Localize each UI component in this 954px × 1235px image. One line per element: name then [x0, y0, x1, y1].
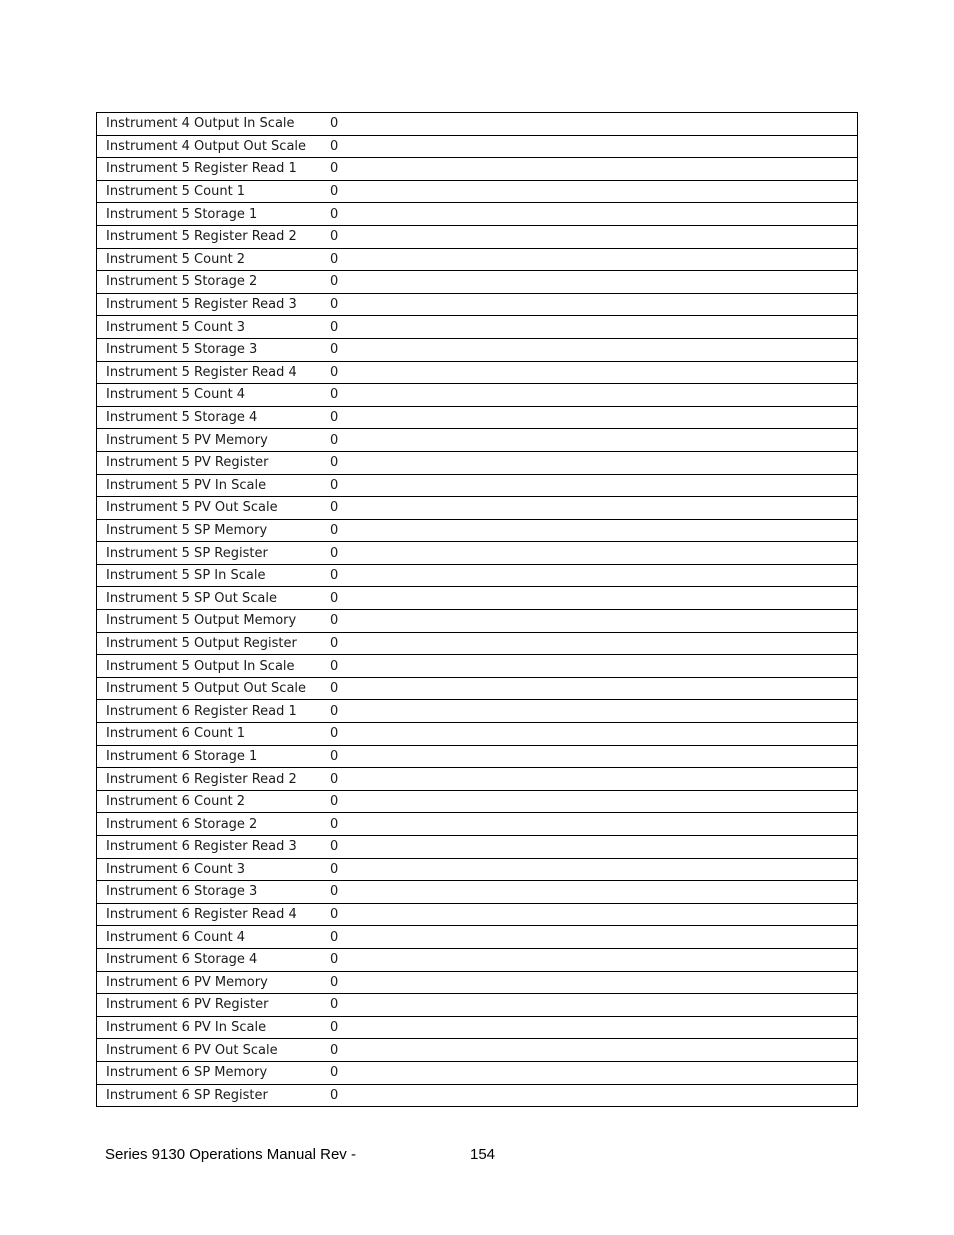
table-row [97, 316, 858, 339]
parameter-value-cell: 0 [330, 113, 858, 136]
table-row [97, 497, 858, 520]
table-row [97, 768, 858, 791]
parameter-name-cell: Instrument 6 Storage 4 [97, 948, 331, 971]
parameter-name-cell: Instrument 6 Register Read 4 [97, 903, 331, 926]
parameter-name-cell: Instrument 5 Storage 2 [97, 271, 331, 294]
parameter-value-cell: 0 [330, 384, 858, 407]
table-row [97, 745, 858, 768]
table-row [97, 519, 858, 542]
table-row [97, 1039, 858, 1062]
parameter-name-cell: Instrument 5 SP Memory [97, 519, 331, 542]
parameter-value-cell: 0 [330, 745, 858, 768]
parameter-name-cell: Instrument 5 Output Out Scale [97, 677, 331, 700]
table-row [97, 994, 858, 1017]
parameter-name-cell: Instrument 6 PV Out Scale [97, 1039, 331, 1062]
parameter-value-cell: 0 [330, 158, 858, 181]
parameter-name-cell: Instrument 5 Storage 1 [97, 203, 331, 226]
table-row [97, 248, 858, 271]
parameter-table [96, 112, 858, 1107]
parameter-value-cell: 0 [330, 271, 858, 294]
parameter-name-cell: Instrument 6 PV Memory [97, 971, 331, 994]
parameter-value-cell: 0 [330, 723, 858, 746]
table-row [97, 225, 858, 248]
table-row [97, 1061, 858, 1084]
parameter-name-cell: Instrument 6 Storage 3 [97, 881, 331, 904]
table-row [97, 790, 858, 813]
table-row [97, 1016, 858, 1039]
parameter-name-cell: Instrument 6 Storage 1 [97, 745, 331, 768]
parameter-value-cell: 0 [330, 542, 858, 565]
parameter-value-cell: 0 [330, 1084, 858, 1107]
parameter-name-cell: Instrument 5 Count 2 [97, 248, 331, 271]
parameter-value-cell: 0 [330, 1039, 858, 1062]
parameter-name-cell: Instrument 5 Register Read 1 [97, 158, 331, 181]
parameter-value-cell: 0 [330, 926, 858, 949]
table-row [97, 858, 858, 881]
parameter-name-cell: Instrument 5 PV Register [97, 451, 331, 474]
parameter-value-cell: 0 [330, 429, 858, 452]
table-row [97, 203, 858, 226]
table-row [97, 158, 858, 181]
parameter-value-cell: 0 [330, 248, 858, 271]
parameter-name-cell: Instrument 5 PV Memory [97, 429, 331, 452]
parameter-value-cell: 0 [330, 903, 858, 926]
parameter-value-cell: 0 [330, 610, 858, 633]
parameter-name-cell: Instrument 6 PV Register [97, 994, 331, 1017]
parameter-value-cell: 0 [330, 858, 858, 881]
parameter-value-cell: 0 [330, 316, 858, 339]
parameter-name-cell: Instrument 5 Output Memory [97, 610, 331, 633]
parameter-name-cell: Instrument 5 Storage 4 [97, 406, 331, 429]
table-row [97, 406, 858, 429]
parameter-value-cell: 0 [330, 813, 858, 836]
parameter-name-cell: Instrument 5 Storage 3 [97, 338, 331, 361]
parameter-value-cell: 0 [330, 361, 858, 384]
page-number: 154 [470, 1146, 496, 1163]
parameter-value-cell: 0 [330, 203, 858, 226]
parameter-value-cell: 0 [330, 881, 858, 904]
parameter-value-cell: 0 [330, 971, 858, 994]
table-row [97, 903, 858, 926]
parameter-name-cell: Instrument 5 Count 1 [97, 180, 331, 203]
parameter-name-cell: Instrument 5 PV In Scale [97, 474, 331, 497]
table-row [97, 813, 858, 836]
table-row [97, 542, 858, 565]
table-row [97, 881, 858, 904]
parameter-table-body [97, 113, 858, 1107]
table-row [97, 587, 858, 610]
parameter-value-cell: 0 [330, 587, 858, 610]
parameter-name-cell: Instrument 6 Count 4 [97, 926, 331, 949]
table-row [97, 655, 858, 678]
parameter-value-cell: 0 [330, 338, 858, 361]
table-row [97, 429, 858, 452]
parameter-value-cell: 0 [330, 406, 858, 429]
parameter-value-cell: 0 [330, 293, 858, 316]
parameter-name-cell: Instrument 5 SP Register [97, 542, 331, 565]
table-row [97, 677, 858, 700]
parameter-value-cell: 0 [330, 836, 858, 859]
parameter-value-cell: 0 [330, 655, 858, 678]
parameter-value-cell: 0 [330, 180, 858, 203]
parameter-value-cell: 0 [330, 564, 858, 587]
parameter-value-cell: 0 [330, 519, 858, 542]
table-row [97, 451, 858, 474]
table-row [97, 632, 858, 655]
parameter-name-cell: Instrument 6 SP Register [97, 1084, 331, 1107]
table-row [97, 361, 858, 384]
parameter-value-cell: 0 [330, 451, 858, 474]
parameter-value-cell: 0 [330, 225, 858, 248]
table-row [97, 836, 858, 859]
table-row [97, 948, 858, 971]
parameter-value-cell: 0 [330, 948, 858, 971]
parameter-name-cell: Instrument 6 Count 2 [97, 790, 331, 813]
parameter-name-cell: Instrument 5 Count 4 [97, 384, 331, 407]
parameter-name-cell: Instrument 6 PV In Scale [97, 1016, 331, 1039]
parameter-name-cell: Instrument 6 SP Memory [97, 1061, 331, 1084]
parameter-value-cell: 0 [330, 677, 858, 700]
table-row [97, 474, 858, 497]
parameter-name-cell: Instrument 6 Storage 2 [97, 813, 331, 836]
parameter-value-cell: 0 [330, 135, 858, 158]
table-row [97, 113, 858, 136]
parameter-value-cell: 0 [330, 1061, 858, 1084]
table-row [97, 180, 858, 203]
table-row [97, 338, 858, 361]
table-row [97, 1084, 858, 1107]
table-row [97, 271, 858, 294]
parameter-name-cell: Instrument 6 Register Read 3 [97, 836, 331, 859]
parameter-value-cell: 0 [330, 632, 858, 655]
parameter-value-cell: 0 [330, 497, 858, 520]
parameter-name-cell: Instrument 5 PV Out Scale [97, 497, 331, 520]
parameter-name-cell: Instrument 6 Count 1 [97, 723, 331, 746]
parameter-name-cell: Instrument 4 Output In Scale [97, 113, 331, 136]
parameter-name-cell: Instrument 6 Count 3 [97, 858, 331, 881]
parameter-name-cell: Instrument 5 Register Read 2 [97, 225, 331, 248]
table-row [97, 384, 858, 407]
table-row [97, 723, 858, 746]
table-row [97, 293, 858, 316]
parameter-name-cell: Instrument 5 SP In Scale [97, 564, 331, 587]
table-row [97, 610, 858, 633]
parameter-value-cell: 0 [330, 790, 858, 813]
parameter-value-cell: 0 [330, 700, 858, 723]
parameter-name-cell: Instrument 5 SP Out Scale [97, 587, 331, 610]
parameter-name-cell: Instrument 6 Register Read 1 [97, 700, 331, 723]
parameter-name-cell: Instrument 5 Register Read 3 [97, 293, 331, 316]
footer-title: Series 9130 Operations Manual Rev - [105, 1146, 356, 1163]
parameter-name-cell: Instrument 5 Count 3 [97, 316, 331, 339]
table-row [97, 564, 858, 587]
parameter-name-cell: Instrument 6 Register Read 2 [97, 768, 331, 791]
parameter-value-cell: 0 [330, 994, 858, 1017]
table-row [97, 135, 858, 158]
parameter-value-cell: 0 [330, 768, 858, 791]
table-row [97, 700, 858, 723]
parameter-value-cell: 0 [330, 1016, 858, 1039]
table-row [97, 926, 858, 949]
parameter-name-cell: Instrument 4 Output Out Scale [97, 135, 331, 158]
table-row [97, 971, 858, 994]
parameter-value-cell: 0 [330, 474, 858, 497]
parameter-name-cell: Instrument 5 Output Register [97, 632, 331, 655]
parameter-name-cell: Instrument 5 Register Read 4 [97, 361, 331, 384]
parameter-name-cell: Instrument 5 Output In Scale [97, 655, 331, 678]
